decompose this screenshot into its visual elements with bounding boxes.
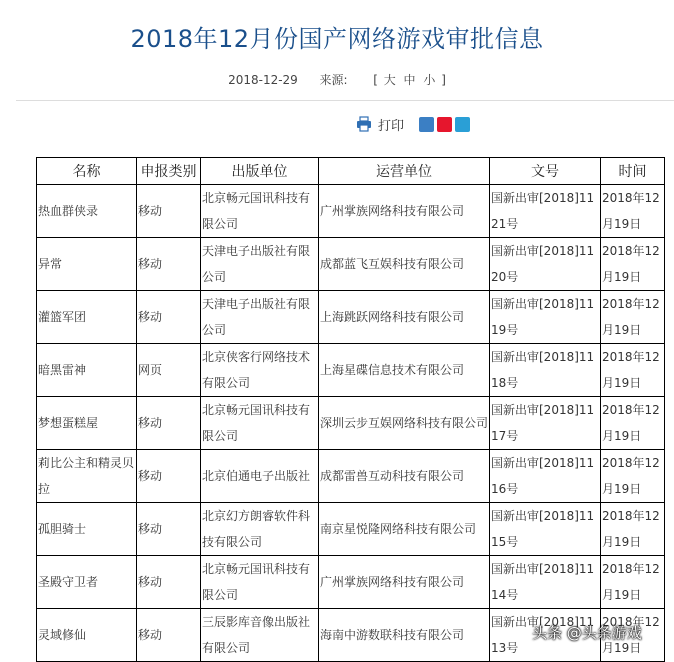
category-cell: 移动	[137, 609, 201, 662]
game-name-cell: 灵域修仙	[37, 609, 137, 662]
game-name-cell: 圣殿守卫者	[37, 556, 137, 609]
date-cell: 2018年12月19日	[601, 503, 665, 556]
date-cell: 2018年12月19日	[601, 185, 665, 238]
category-cell: 移动	[137, 397, 201, 450]
font-size-small-link[interactable]: 小	[423, 73, 436, 87]
qzone-icon[interactable]	[419, 117, 434, 132]
approval-number-cell: 国新出审[2018]1117号	[490, 397, 601, 450]
game-approval-table	[36, 157, 665, 662]
publisher-cell: 北京畅元国讯科技有限公司	[201, 185, 319, 238]
game-name-cell: 莉比公主和精灵贝拉	[37, 450, 137, 503]
operator-cell: 南京星悦隆网络科技有限公司	[319, 503, 490, 556]
date-cell: 2018年12月19日	[601, 450, 665, 503]
font-size-large-link[interactable]: 大	[383, 73, 396, 87]
publisher-cell: 三辰影库音像出版社有限公司	[201, 609, 319, 662]
operator-cell: 上海跳跃网络科技有限公司	[319, 291, 490, 344]
publisher-cell: 天津电子出版社有限公司	[201, 238, 319, 291]
column-header: 申报类别	[137, 158, 201, 185]
approval-number-cell: 国新出审[2018]1113号	[490, 609, 601, 662]
table-row	[37, 397, 665, 450]
date-cell: 2018年12月19日	[601, 291, 665, 344]
table-row	[37, 344, 665, 397]
column-header: 出版单位	[201, 158, 319, 185]
publisher-cell: 天津电子出版社有限公司	[201, 291, 319, 344]
table-row	[37, 556, 665, 609]
table-header-row	[37, 158, 665, 185]
column-header: 名称	[37, 158, 137, 185]
operator-cell: 广州掌族网络科技有限公司	[319, 556, 490, 609]
game-name-cell: 灌篮军团	[37, 291, 137, 344]
weibo-icon[interactable]	[437, 117, 452, 132]
publisher-cell: 北京畅元国讯科技有限公司	[201, 397, 319, 450]
category-cell: 移动	[137, 450, 201, 503]
page-title: 2018年12月份国产网络游戏审批信息	[130, 25, 544, 53]
column-header: 运营单位	[319, 158, 490, 185]
category-cell: 网页	[137, 344, 201, 397]
header-divider	[16, 100, 674, 101]
operator-cell: 海南中游数联科技有限公司	[319, 609, 490, 662]
game-name-cell: 异常	[37, 238, 137, 291]
table-row	[37, 238, 665, 291]
font-size-bracket-open: [	[373, 73, 378, 87]
approval-number-cell: 国新出审[2018]1120号	[490, 238, 601, 291]
approval-number-cell: 国新出审[2018]1121号	[490, 185, 601, 238]
publish-date: 2018-12-29	[228, 73, 298, 87]
publisher-cell: 北京侠客行网络技术有限公司	[201, 344, 319, 397]
date-cell: 2018年12月19日	[601, 344, 665, 397]
category-cell: 移动	[137, 503, 201, 556]
table-row	[37, 503, 665, 556]
approval-number-cell: 国新出审[2018]1119号	[490, 291, 601, 344]
operator-cell: 广州掌族网络科技有限公司	[319, 185, 490, 238]
category-cell: 移动	[137, 238, 201, 291]
print-link[interactable]: 打印	[378, 118, 405, 134]
date-cell: 2018年12月19日	[601, 238, 665, 291]
operator-cell: 成都蓝飞互娱科技有限公司	[319, 238, 490, 291]
date-cell: 2018年12月19日	[601, 397, 665, 450]
game-name-cell: 热血群侠录	[37, 185, 137, 238]
game-name-cell: 梦想蛋糕屋	[37, 397, 137, 450]
font-size-bracket-close: ]	[441, 73, 446, 87]
game-name-cell: 暗黑雷神	[37, 344, 137, 397]
approval-number-cell: 国新出审[2018]1114号	[490, 556, 601, 609]
category-cell: 移动	[137, 556, 201, 609]
date-cell: 2018年12月19日	[601, 556, 665, 609]
font-size-medium-link[interactable]: 中	[403, 73, 416, 87]
article-toolbar	[356, 113, 470, 135]
operator-cell: 上海星碟信息技术有限公司	[319, 344, 490, 397]
game-name-cell: 孤胆骑士	[37, 503, 137, 556]
category-cell: 移动	[137, 185, 201, 238]
article-meta	[0, 71, 674, 88]
date-cell: 2018年12月19日	[601, 609, 665, 662]
column-header: 时间	[601, 158, 665, 185]
table-row	[37, 185, 665, 238]
column-header: 文号	[490, 158, 601, 185]
approval-number-cell: 国新出审[2018]1116号	[490, 450, 601, 503]
table-row	[37, 450, 665, 503]
operator-cell: 成都雷兽互动科技有限公司	[319, 450, 490, 503]
source-label: 来源:	[319, 73, 348, 87]
more-share-icon[interactable]	[455, 117, 470, 132]
publisher-cell: 北京畅元国讯科技有限公司	[201, 556, 319, 609]
category-cell: 移动	[137, 291, 201, 344]
publisher-cell: 北京伯通电子出版社	[201, 450, 319, 503]
operator-cell: 深圳云步互娱网络科技有限公司	[319, 397, 490, 450]
watermark: 头条 @头条游戏	[532, 624, 642, 642]
approval-number-cell: 国新出审[2018]1115号	[490, 503, 601, 556]
approval-number-cell: 国新出审[2018]1118号	[490, 344, 601, 397]
publisher-cell: 北京幻方朗睿软件科技有限公司	[201, 503, 319, 556]
table-row	[37, 291, 665, 344]
printer-icon[interactable]	[356, 116, 372, 132]
